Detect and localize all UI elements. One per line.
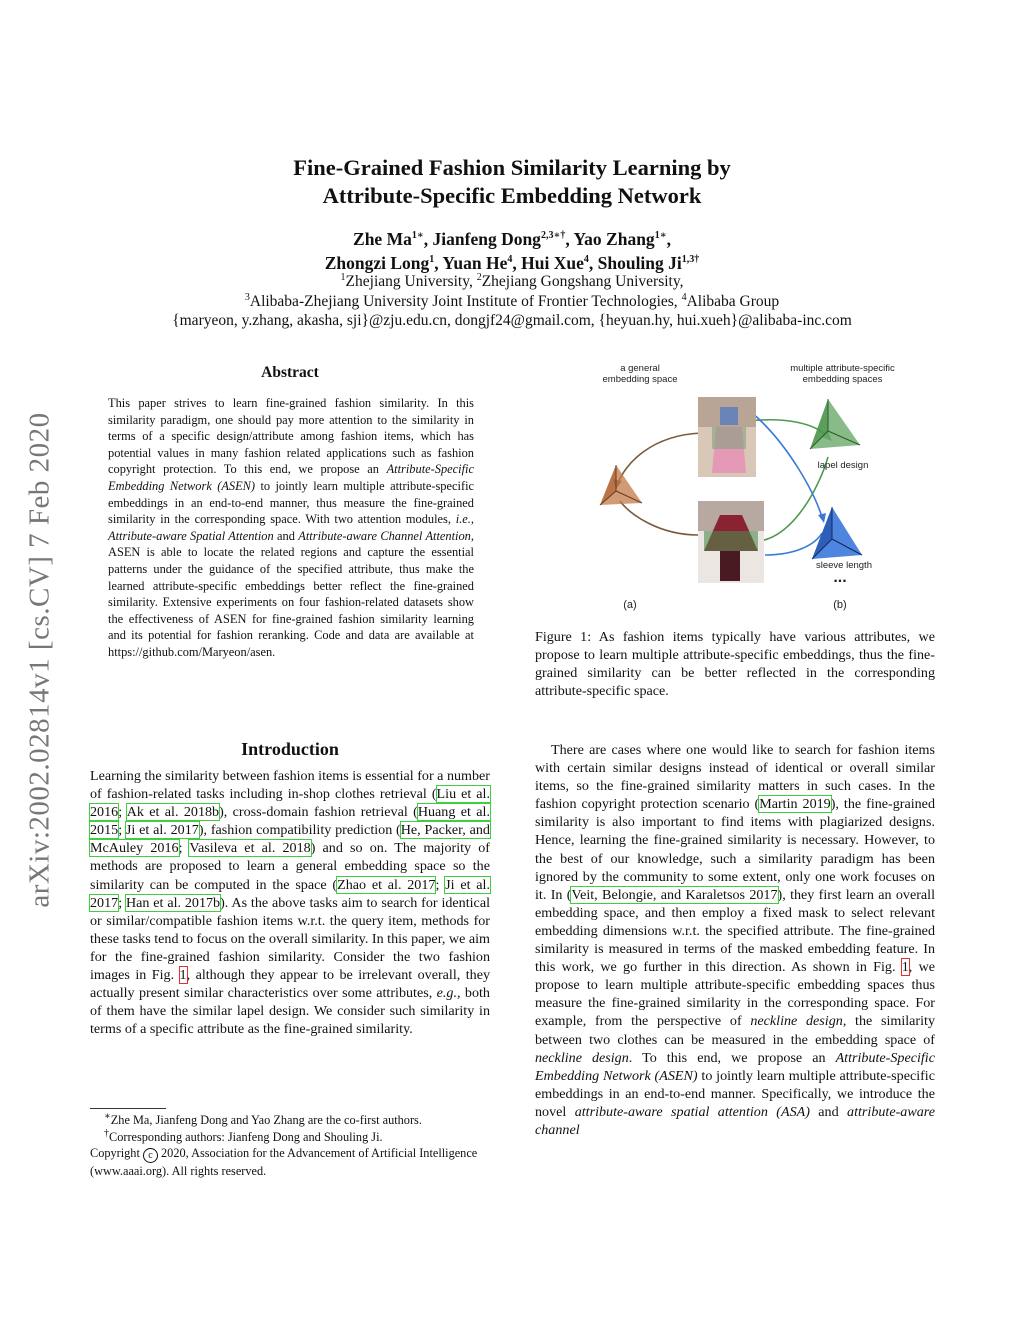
figure-label-line: multiple attribute-specific xyxy=(790,363,895,374)
body-text: ), fashion compatibility prediction ( xyxy=(198,822,401,839)
author-line-1: Zhe $Ma^{1∗}$, Jianfeng Dong$^{2,3∗\dagger}$, Yao Zhang$^{1∗}$, xyxy=(353,229,671,249)
body-text: both of them have the similar lapel design. We consider such similarity in terms of a specific attribute as the fine-grained similarity. xyxy=(90,985,490,1038)
arrowhead xyxy=(818,513,826,523)
right-column-paragraph xyxy=(535,741,935,1139)
figure-label-line: a general xyxy=(620,363,660,374)
affil-sup: 3 xyxy=(244,291,250,303)
body-text: ), they first learn an overall embedding space, and then employ a fixed mask to select relevant embedding dimensions w.r.t. the specified attribute. The fine-grained similarity is measured in terms of the masked embedding feature. In this work, we go further in this direction. As shown in Fig. xyxy=(535,886,936,976)
arxiv-identifier-text: arXiv:2002.02814v1 [cs.CV] 7 Feb 2020 xyxy=(23,412,56,908)
author-name: Yao Zhang xyxy=(573,229,655,249)
citation-link[interactable]: Vasileva et al. 2018 xyxy=(189,840,311,857)
introduction-body xyxy=(90,767,490,1038)
body-text: ), the fine-grained similarity is also important to find items with plagiarized designs. Hence, learning the fine-grained similarity is necessary. However, to the best of our knowledge, such a similarity paradigm has been ignored by the community to some extent, only one work focuses on it. In ( xyxy=(535,796,935,903)
author-sup: 1∗ xyxy=(411,230,424,242)
abstract-text: This paper strives to learn fine-grained fashion similarity. In this similarity paradigm, one should pay more attention to the similarity in terms of a specific design/attribute among fashion items, which has potential values in many fashion related applications such as fashion copyright protection. To this end, we propose an xyxy=(108,396,474,477)
body-text: ). As the above tasks aim to search for identical or similar/compatible fashion items w.r.t. the query item, methods for these tasks tend to focus on the overall similarity. In this paper, we aim for the fine-grained fashion similarity. Consider the two fashion images in Fig. xyxy=(90,894,490,984)
arrow-to-general-space xyxy=(618,433,702,483)
body-text: ), cross-domain fashion retrieval ( xyxy=(219,804,418,821)
author-name: Zhongzi Long xyxy=(324,253,430,273)
image-2-legs xyxy=(720,551,740,581)
footnote-text: Corresponding authors: Jianfeng Dong and Shouling Ji. xyxy=(109,1129,383,1144)
affiliation-line-2 xyxy=(100,292,924,312)
arrow-to-general-space xyxy=(620,501,698,535)
figure-label-line: embedding space xyxy=(602,374,678,385)
image-1-scarf xyxy=(720,407,738,425)
figure-reference-link[interactable]: 1 xyxy=(179,967,187,984)
citation-link[interactable]: Huang et al. 2015 xyxy=(90,804,490,839)
citation-link[interactable]: Ak et al. 2018b xyxy=(126,804,220,821)
author-name: Yuan He xyxy=(442,253,508,273)
introduction-heading: Introduction xyxy=(241,739,339,759)
body-italic: neckline design xyxy=(750,1013,843,1030)
citation-link[interactable]: Martin 2019 xyxy=(759,796,831,813)
copyright-text: 2020, Association for the Advancement of Artificial Intelligence (www.aaai.org). All rights reserved. xyxy=(90,1146,478,1178)
figure-1-graphic xyxy=(570,355,930,615)
body-text: , we propose to learn multiple attribute-specific embedding spaces thus measure the fine-grained similarity in the corresponding space. For example, from the perspective of xyxy=(535,959,935,1030)
body-text: , although they appear to be irrelevant overall, they actually present similar characteristics over some attributes, xyxy=(90,967,490,1002)
author-emails: {maryeon, y.zhang, akasha, sji}@zju.edu.cn, dongjf24@gmail.com, {heyuan.hy, hui.xueh}@alibaba-inc.com xyxy=(172,312,852,329)
footnote-symbol: † xyxy=(104,1127,109,1139)
body-italic: e.g., xyxy=(436,985,461,1002)
footnote-2 xyxy=(90,1129,490,1146)
citation-link[interactable]: Han et al. 2017b xyxy=(125,894,221,911)
right-column-body xyxy=(535,741,935,1139)
author-name: Hui Xue xyxy=(521,253,584,273)
abstract-heading: Abstract xyxy=(261,364,319,381)
footnote-text: Zhe Ma, Jianfeng Dong and Yao Zhang are the co-first authors. xyxy=(110,1113,422,1127)
figure-label-ellipsis: ... xyxy=(833,569,847,586)
title-line-1: Fine-Grained Fashion Similarity Learning by xyxy=(293,155,731,180)
body-text: ; xyxy=(118,822,126,839)
figure-label-line: embedding spaces xyxy=(802,374,883,385)
citation-link[interactable]: Zhao et al. 2017 xyxy=(337,876,436,893)
citation-link[interactable]: Ji et al. 2017 xyxy=(90,876,490,911)
citation-link[interactable]: Liu et al. 2016 xyxy=(90,786,490,821)
footnotes xyxy=(90,1112,490,1180)
citation-link[interactable]: Veit, Belongie, and Karaletsos 2017 xyxy=(571,886,778,903)
paper-title xyxy=(180,154,844,210)
abstract-italic: Attribute-aware Channel Attention xyxy=(298,528,471,543)
affil-name: Zhejiang Gongshang University, xyxy=(481,273,684,290)
footnote-rule xyxy=(90,1108,166,1109)
author-list xyxy=(150,227,874,275)
copyright-text: Copyright xyxy=(90,1146,143,1160)
author-sup: 4 xyxy=(583,254,589,266)
affil-name: Alibaba Group xyxy=(686,292,780,310)
author-name: Shouling Ji xyxy=(597,253,682,273)
figure-1 xyxy=(570,355,930,615)
footnote-1 xyxy=(90,1112,490,1129)
copyright-symbol: c xyxy=(143,1148,158,1163)
copyright-notice xyxy=(90,1145,490,1180)
abstract-text: to jointly learn multiple attribute-specific embeddings in an end-to-end manner, thus measure the fine-grained similarity in the corresponding space. With two attention modules, xyxy=(108,478,475,527)
affiliations xyxy=(100,272,924,331)
body-text: . To this end, we propose an xyxy=(628,1049,836,1066)
body-text: ; xyxy=(435,876,446,893)
title-line-2: Attribute-Specific Embedding Network xyxy=(322,183,702,208)
affil-name: Alibaba-Zhejiang University Joint Institute of Frontier Technologies, xyxy=(249,292,682,310)
body-text: ; xyxy=(118,804,127,821)
affil-name: Zhejiang University, xyxy=(345,273,477,290)
figure-1-caption: Figure 1: As fashion items typically have various attributes, we propose to learn multiple attribute-specific embeddings, thus the fine-grained similarity can be better reflected in the corresponding attribute-specific space. xyxy=(535,629,935,700)
footnote-symbol: ∗ xyxy=(104,1110,111,1122)
author-sup: 4 xyxy=(507,254,513,266)
author-sup: 2,3∗† xyxy=(540,230,566,242)
body-italic: attribute-aware channel xyxy=(535,1103,935,1138)
body-text: ; xyxy=(178,840,190,857)
image-1-attention-overlay xyxy=(712,427,746,449)
arxiv-identifier xyxy=(18,360,62,960)
author-line-2: Zhongzi Long$^1$, Yuan He$^4$, Hui Xue$^4$, Shouling $Ji^{1,3\dagger}$ xyxy=(324,253,700,273)
affil-sup: 4 xyxy=(681,291,687,303)
affil-sup: 1 xyxy=(340,271,346,283)
affil-sup: 2 xyxy=(476,271,482,283)
body-text: ) and so on. The majority of methods are proposed to learn a general embedding space so the similarity can be computed in the space ( xyxy=(90,840,490,893)
affiliation-line-1 xyxy=(100,272,924,292)
body-italic: Attribute-Specific Embedding Network (ASEN) xyxy=(535,1049,935,1084)
author-sup: 1 xyxy=(429,254,435,266)
body-text: Learning the similarity between fashion items is essential for a number of fashion-related tasks including in-shop clothes retrieval ( xyxy=(90,768,490,803)
figure-reference-link[interactable]: 1 xyxy=(901,959,909,976)
abstract-body xyxy=(108,395,474,661)
figure-label-lapel: lapel design xyxy=(817,460,869,471)
abstract-italic: Attribute-Specific Embedding Network (ASEN) xyxy=(108,462,474,493)
author-sup: 1,3† xyxy=(681,254,700,266)
abstract-italic: i.e., Attribute-aware Spatial Attention xyxy=(108,512,474,543)
author-name: Jianfeng Dong xyxy=(432,229,541,249)
author-name: Zhe Ma xyxy=(353,229,412,249)
abstract-text: , ASEN is able to locate the related regions and capture the essential patterns under the guidance of the specified attribute, thus make the learned attribute-specific embeddings better reflect the fine-grained similarity. Extensive experiments on four fashion-related datasets show the effectiveness of ASEN for fine-grained fashion similarity learning and its potential for fashion reranking. Code and data are available at https://github.com/Maryeon/asen. xyxy=(108,528,474,659)
body-italic: attribute-aware spatial attention (ASA) xyxy=(574,1103,810,1120)
figure-label-sleeve: sleeve length xyxy=(816,560,872,571)
body-text: , the similarity between two clothes can be measured in the embedding space of xyxy=(535,1013,935,1048)
body-text: There are cases where one would like to search for fashion items with certain similar designs instead of identical or overall similar items, so the fine-grained similarity matters in such cases. In the fashion copyright protection scenario ( xyxy=(535,742,935,813)
author-sup: 1∗ xyxy=(654,230,667,242)
body-text: to jointly learn multiple attribute-specific embeddings in an end-to-end manner. Specifically, we introduce the novel xyxy=(535,1067,935,1120)
body-text: and xyxy=(809,1103,848,1120)
figure-label-a: (a) xyxy=(623,599,637,611)
figure-label-b: (b) xyxy=(833,599,847,611)
abstract-text: and xyxy=(273,528,299,543)
citation-link[interactable]: He, Packer, and McAuley 2016 xyxy=(90,822,490,857)
body-text: ; xyxy=(118,894,126,911)
image-2-attention-overlay xyxy=(704,531,758,551)
citation-link[interactable]: Ji et al. 2017 xyxy=(125,822,199,839)
body-italic: neckline design xyxy=(535,1049,629,1066)
